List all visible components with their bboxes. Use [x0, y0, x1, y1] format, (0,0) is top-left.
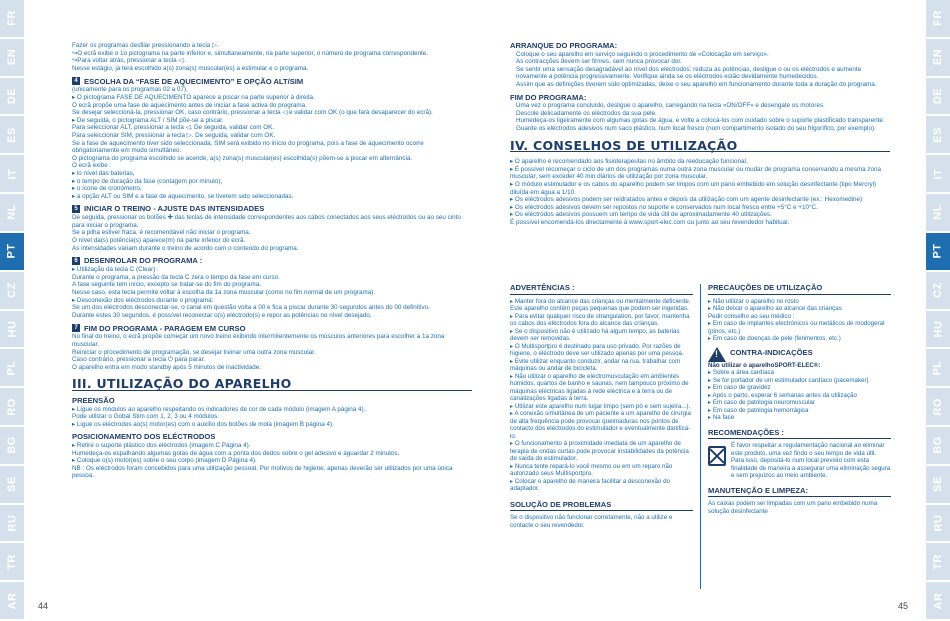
text-line: Assim que as definições tiverem sido optimizadas, deixe o seu aparelho em funcionamento durante toda a duração do programa. [516, 80, 877, 88]
language-tab-label: PT [6, 243, 18, 259]
text-line: ▸ É possível recomeçar o ciclo de um dos programas numa outra zona muscular ou mudar de programa conservando a mesma zona muscular, sem exceder 40 min diários de utilização por zona muscular. [510, 165, 882, 181]
text-line: ▸ Evite utilizar enquanto conduzir, andar na rua, trabalhar com máquinas ou andar de bicicleta. [510, 357, 681, 372]
contra-indicacoes-header [708, 347, 891, 362]
posicionamento-heading: POSICIONAMENTO DOS ELÉCTRODOS [72, 432, 216, 442]
text-line: No final do treino, o ecrã propõe começar um novo treino exibindo intermitentemente os músculos anteriores para escolher a 1a zona muscular. [72, 333, 445, 348]
text-line: As intensidades variam durante o treino de acordo com o conteúdo do programa. [72, 244, 299, 252]
text-line: ▸ Retire o suporte plástico dos eléctrodos (imagem C Página 4). [72, 441, 251, 449]
text-line: ▸ Os eléctrodos adesivos devem ser repostos no suporte e conservados num local fresco entre +5°C e +10°C. [510, 203, 818, 211]
contra-subtitle: Não utilizar o aparelhoSPORT-ELEC®: [708, 361, 821, 369]
language-tab-label: DE [932, 87, 944, 105]
text-line: ▸ o tempo de duração da fase (contagem por minuto), [72, 177, 223, 185]
text-line: ▸ O funcionamento à proximidade imediata de um aparelho de terapia de ondas curtas pode provocar instabilidades da potência de saída do estimulador. [510, 440, 689, 462]
text-line: ▸ a opção ALT ou SIM e a fase de aquecimento, se tiverem sido seleccionadas. [72, 192, 294, 200]
solucao-body [510, 514, 693, 529]
step-4-number: 4 [72, 77, 80, 85]
text-line: ▸ Em caso de gravidez [708, 384, 771, 391]
text-line: Durante estes 30 segundos, é possível reconectar o(s) eléctrodo(s) e repor as potências no nível desejado. [72, 311, 372, 319]
language-tab-label: NL [931, 204, 944, 221]
step-7-title: FIM DO PROGRAMA - PARAGEM EM CURSO [84, 323, 246, 333]
step-6-heading [72, 257, 472, 265]
warning-icon [708, 347, 726, 362]
right-language-tab-de[interactable] [926, 78, 950, 115]
language-tab-label: HU [5, 320, 18, 338]
step-6-title: DESENROLAR DO PROGRAMA : [84, 256, 203, 266]
left-language-tab-ro[interactable] [0, 388, 24, 425]
language-tab-label: FR [931, 10, 944, 27]
recomendacoes-row [708, 442, 891, 480]
fim-body [510, 102, 890, 132]
text-line: É possível encomendá-los directamente à www.sport-elec.com ou junto ao seu revendedor habitual. [510, 218, 790, 226]
text-line: ▸ Não utilizar o aparelho de electromusculação em ambientes húmidos, quartos de banho e saunas, nem tampouco próximo de máquinas eléctricas ligadas à rede eléctrica e à terra ou de canalizações ligadas à terra. [510, 372, 689, 402]
right-language-tab-cz[interactable] [926, 272, 950, 309]
advertencias-heading: ADVERTÊNCIAS : [510, 284, 693, 295]
text-line: ▸ Não deixar o aparelho ao alcance das crianças [708, 305, 842, 312]
column-divider [700, 284, 701, 589]
text-line: Se desejar seleccioná-la, pressionar OK, caso contrário, pressionar a tecla ◁ e validar com OK (o que fará desaparecer do ecrã). [72, 109, 433, 117]
left-language-tabs [0, 0, 24, 621]
text-line: ▸ Ligue os eléctrodos ao(s) motor(es) com o auxílio dos botões de mola (imagem B página 4). [72, 420, 334, 428]
step-4-body [72, 86, 472, 200]
section-3-heading: III. UTILIZAÇÃO DO APARELHO [72, 380, 472, 391]
text-line: Para seleccionar ALT, pressionar a tecla ◁. De seguida, validar com OK. [72, 124, 275, 132]
language-tab-label: ES [932, 127, 944, 143]
language-tab-label: CZ [5, 282, 18, 298]
text-line: NB : Os eléctrodos foram concebidos para uma utilização pessoal. Por motivos de higiene, apenas deverão ser utilizados por uma única pessoa. [72, 464, 453, 480]
text-line: Pedir conselho ao seu médico : [708, 312, 795, 320]
language-tab-label: TR [931, 553, 944, 570]
text-line: ▸ Desconexão dos eléctrodos durante o programa: [72, 296, 214, 304]
right-language-tab-nl[interactable] [926, 194, 950, 231]
text-line: Pode utilizar o Gobal Stim com 1, 2, 3 ou 4 módulos. [72, 413, 220, 421]
step-5-number: 5 [72, 205, 80, 213]
language-tab-label: RO [6, 397, 18, 416]
arranque-heading: ARRANQUE DO PROGRAMA: [510, 41, 618, 50]
language-tab-label: EN [6, 49, 18, 66]
page-number-left: 44 [38, 601, 49, 611]
left-language-tab-tr[interactable] [0, 543, 24, 580]
text-line: ▸ Manter fora do alcance das crianças ou mentalmente deficiente. Este aparelho contém peças pequenas que podem ser ingeridas. [510, 297, 691, 312]
right-language-tab-fr[interactable] [926, 0, 950, 37]
right-column-right [708, 280, 891, 515]
text-line: Nesse estágio, já terá escolhido a(s) zona(s) muscular(es) a estimular e o programa. [72, 64, 309, 72]
text-line: ▸ O pictograma FASE DE AQUECIMENTO aparece a piscar na parte superior à direita. [72, 93, 315, 101]
text-line: ▸ Nunca tente repará-lo você mesmo ou em um reparo não autorizado seus Multisportpro. [510, 462, 673, 477]
text-line: ▸ Em caso de implantes electrónicos ou metálicos de modogeral (pinos, etc.) [708, 320, 885, 335]
text-line: ▸ lo nível das baterias, [72, 169, 135, 177]
text-line: Guarde os eléctrodos adesivos num saco plástico, num local fresco (num compartimento isolado do seu frigorífico, por exemplo). [516, 124, 876, 132]
manutencao-heading: MANUTENÇÃO E LIMPEZA: [708, 487, 891, 498]
left-column [72, 42, 472, 480]
language-tab-label: ES [6, 127, 18, 143]
text-line: O ecrã exibe : [72, 162, 112, 170]
right-language-tab-tr[interactable] [926, 543, 950, 580]
step-5-heading [72, 205, 472, 213]
right-language-tab-se[interactable] [926, 466, 950, 503]
text-line: O nível da(s) potência(s) aparece(m) na parte inferior do ecrã. [72, 237, 246, 245]
text-line: ▸ Colocar o aparelho de maneira facilitar a desconexão do adaptador. [510, 477, 670, 492]
text-line: ↪Para voltar atrás, pressionar a tecla ◁. [72, 57, 186, 65]
right-language-tab-it[interactable] [926, 155, 950, 192]
recomendacoes-heading: RECOMENDAÇÕES : [708, 429, 891, 440]
left-language-tab-se[interactable] [0, 466, 24, 503]
text-line: As caixas podem ser limpadas com um pano embebido numa solução desinfectante [708, 500, 878, 515]
text-line: ▸ De seguida, o pictograma ALT / SIM põe-se a piscar. [72, 116, 224, 124]
left-language-tab-pl[interactable] [0, 349, 24, 386]
language-tab-label: CZ [931, 282, 944, 298]
page-number-right: 45 [898, 601, 909, 611]
text-line: De seguida, pressionar os botões ✚ das teclas de intensidade correspondentes aos cabos conectados aos seus eléctrodos ou ao seu cinto para iniciar o programa. [72, 214, 461, 229]
text-line: Caso contrário, pressionar a tecla ⏻ para parar. [72, 356, 206, 364]
conselhos-body [510, 158, 890, 226]
manutencao-body [708, 500, 891, 515]
text-line: Humedeça-os ligeiramente com algumas gotas de água, e volte a colocá-los com cuidado sobre o suporte plastificado transparente. [516, 117, 885, 125]
recomendacoes-body [731, 442, 891, 480]
left-language-tab-fr[interactable] [0, 0, 24, 37]
text-line: É favor respeitar a regulamentação nacional ao eliminar este produto, uma vez findo o seu tempo de vida útil. [731, 442, 885, 457]
fim-heading: FIM DO PROGRAMA: [510, 92, 587, 102]
right-language-tab-ro[interactable] [926, 388, 950, 425]
text-line: Se sentir uma sensação desagradável ao nível dos eléctrodos: reduza as potências, desligue o ou os eléctrodos e aumente novamente a potência progressivamente. Verifique ainda se os eléctrodos estão devidamente humedecidos. [516, 65, 862, 81]
left-language-tab-es[interactable] [0, 116, 24, 153]
language-tab-label: IT [932, 168, 944, 180]
right-column-top [510, 42, 890, 226]
text-line: ▸ Ligue os módulos ao aparelho respeitando os indicadores de cor de cada módulo (imagem A página 4). [72, 405, 366, 413]
step-7-heading [72, 324, 472, 332]
text-line: ▸ O aparelho é recomendado aos fisioterapeutas no âmbito da reeducação funcional. [510, 158, 748, 166]
text-line: ▸ Os eléctrodos adesivos podem ser reidratados antes e depois da utilização com um agente desinfectante (ex.: Hexomedine) [510, 196, 863, 204]
language-tab-label: BG [6, 436, 18, 455]
text-line: ▸ O módulo estimulador e os cabos do aparelho podem ser limpos com um pano embebido em solução desinfectante (tipo Mercryl) diluída em água a 1/10. [510, 180, 877, 196]
language-tab-label: PL [932, 360, 944, 376]
language-tab-label: AR [931, 592, 944, 610]
text-line: Para isso, depositá-lo num local previsto com esta finalidade de maneira a assegurar uma eliminação segura e sem prejuízos ao meio ambiente. [731, 457, 891, 479]
right-language-tabs [926, 0, 950, 621]
language-tab-label: RO [932, 397, 944, 416]
right-language-tab-pt[interactable] [926, 233, 950, 270]
language-tab-label: EN [932, 49, 944, 66]
left-language-tab-nl[interactable] [0, 194, 24, 231]
language-tab-label: AR [5, 592, 18, 610]
step-7-body [72, 333, 472, 371]
text-line: As contracções devem ser firmes, sem nunca provocar dor. [516, 58, 682, 66]
left-language-tab-de[interactable] [0, 78, 24, 115]
step-5-body [72, 214, 472, 252]
solucao-heading: SOLUÇÃO DE PROBLEMAS [510, 501, 693, 512]
step-5-title: INICIAR O TREINO - AJUSTE DAS INTENSIDADES [84, 204, 265, 214]
section-4-heading: IV. CONSELHOS DE UTILIZAÇÃO [510, 142, 890, 153]
left-language-tab-pt[interactable] [0, 233, 24, 270]
preensao-heading: PREENSÃO [72, 395, 115, 405]
text-line: Se a fase de aquecimento tiver sido seleccionada, SIM será exibido no início do programa, pois a fase de aquecimento ocorre obrigatoriamente em modo simultâneo. [72, 139, 424, 155]
precaucoes-heading: PRECAUÇÕES DE UTILIZAÇÃO [708, 284, 891, 295]
contra-body [708, 369, 891, 422]
language-tab-label: BG [932, 436, 944, 455]
text-line: O ecrã propõe uma fase de aquecimento antes de iniciar a fase activa do programa. [72, 101, 307, 109]
text-line: Descole delicadamente os eléctrodos da sua pele. [516, 109, 657, 117]
text-line: ▸ Não utilizar o aparelho no rosto [708, 297, 799, 305]
right-language-tab-pl[interactable] [926, 349, 950, 386]
text-line: Coloque o seu aparelho em serviço seguindo o procedimento de «Colocação em serviço». [516, 50, 769, 58]
text-line: ▸ Sobre a área cardíaca [708, 369, 775, 376]
intro-text [72, 42, 472, 72]
text-line: ▸ Os eléctrodos adesivos possuem um tempo de vida útil de aproximadamente 40 utilizações. [510, 211, 772, 219]
text-line: ▸ A conexão simultânea de um paciente a um aparelho de cirurgia de alta frequência pode provocar queimaduras nos pontos de contacto dos eléctrodos do estimulador e eventualmente danificá-lo. [510, 410, 691, 440]
text-line: ▸ Utilizar este aparelho num lugar limpo (sem pó e sem sujeira...). [510, 402, 691, 410]
left-language-tab-hu[interactable] [0, 311, 24, 348]
text-line: Se a pilha estiver fraca, é recomendável não iniciar o programa. [72, 229, 251, 237]
arranque-body [510, 51, 890, 89]
language-tab-label: PT [932, 243, 944, 259]
language-tab-label: PL [6, 360, 18, 376]
text-line: ▸ o ícone de cronómetro, [72, 185, 142, 193]
text-line: ▸ Coloque o(s) motor(es) sobre o seu corpo (imagem D Página 4). [72, 457, 257, 465]
text-line: (unicamente para os programas 02 a 07). [72, 86, 188, 94]
text-line: ▸ Após o parto, esperar 6 semanas antes da utilização [708, 391, 857, 399]
left-language-tab-en[interactable] [0, 39, 24, 76]
language-tab-label: HU [931, 320, 944, 338]
text-line: Se um dos eléctrodos desconectar-se, o canal em questão volta a 00 e fica a piscar durante 30 segundos antes do 00 definitivo. [72, 304, 430, 312]
text-line: Nesse caso, esta tecla permite voltar à escolha da 1a zona muscular (como no fim normal de um programa). [72, 289, 376, 297]
step-4-heading [72, 77, 472, 85]
recycle-bin-icon [708, 446, 726, 466]
text-line: ▸ Em caso de patologia hemorrágica [708, 406, 809, 414]
left-language-tab-ru[interactable] [0, 505, 24, 542]
left-language-tab-cz[interactable] [0, 272, 24, 309]
text-line: Humedeça-os espalhando algumas gotas de água com a ponta dos dedos sobre o gel adesivo e aguardar 2 minutos. [72, 449, 400, 457]
language-tab-label: IT [6, 168, 18, 180]
precaucoes-body [708, 298, 891, 343]
advertencias-body [510, 298, 693, 493]
text-line: O aparelho entra em modo standby após 5 minutos de inactividade. [72, 363, 262, 371]
language-tab-label: RU [5, 514, 18, 532]
right-language-tab-bg[interactable] [926, 427, 950, 464]
text-line: Fazer os programas desfilar pressionando a tecla ▷. [72, 42, 219, 49]
text-line: ▸ Na face [708, 414, 735, 421]
language-tab-label: SE [6, 476, 18, 492]
preensao-body [72, 406, 472, 429]
text-line: ↪O ecrã exibe o 1o pictograma na parte inferior e, simultaneamente, na parte superior, o número de programa correspondente. [72, 49, 429, 57]
right-language-tab-ru[interactable] [926, 505, 950, 542]
text-line: O pictograma do programa escolhido se acende, a(s) zona(s) muscular(es) escolhida(s) põem-se a piscar em alternância. [72, 154, 413, 162]
language-tab-label: SE [932, 476, 944, 492]
text-line: ▸ Utilização da tecla C (Clear) : [72, 266, 159, 274]
text-line: Para seleccionar SIM, pressionar a tecla ▷. De seguida, validar com OK. [72, 131, 276, 139]
contra-heading: CONTRA-INDICAÇÕES [730, 348, 813, 358]
left-language-tab-it[interactable] [0, 155, 24, 192]
left-language-tab-ar[interactable] [0, 582, 24, 619]
language-tab-label: FR [5, 10, 18, 27]
text-line: ▸ Para evitar qualquer risco de strangulation, por favor, mantenha os cabos dos eléctrodos fora do alcance das crianças. [510, 312, 690, 327]
text-line: ▸ Em caso de doenças de pele (ferimentos, etc.) [708, 335, 841, 342]
left-language-tab-bg[interactable] [0, 427, 24, 464]
language-tab-label: NL [5, 204, 18, 221]
text-line: ▸ Em caso de patologia neuromuscular [708, 399, 815, 406]
right-language-tab-es[interactable] [926, 116, 950, 153]
step-6-number: 6 [72, 257, 80, 265]
right-language-tab-hu[interactable] [926, 311, 950, 348]
text-line: Se o dispositivo não funcionar corretamente, não a utilize e contacte o seu revendedor. [510, 514, 673, 529]
language-tab-label: TR [5, 553, 18, 570]
text-line: Durante o programa, a pressão da tecla C zera o tempo da fase em curso. [72, 273, 280, 281]
text-line: Reiniciar o procedimento de programação, se desejar treinar uma outra zona muscular. [72, 348, 316, 356]
right-column-left [510, 280, 693, 529]
right-language-tab-ar[interactable] [926, 582, 950, 619]
text-line: ▸ Se o dispositivo não é utilizado há algum tempo, as baterias devem ser removidas. [510, 327, 680, 342]
step-7-number: 7 [72, 324, 80, 332]
step-4-title: ESCOLHA DA “FASE DE AQUECIMENTO” E OPÇÃO ALT/SIM [84, 76, 304, 86]
text-line: Uma vez o programa concluído, desligue o aparelho, carregando na tecla «ON/OFF» e desengate os motores. [516, 102, 825, 110]
step-6-body [72, 266, 472, 319]
language-tab-label: RU [931, 514, 944, 532]
text-line: ▸ O Multisportpro é destinado para uso privado. Por razões de higiene, o eléctrodo deve ser utilizado apenas por uma pessoa. [510, 342, 684, 357]
text-line: A fase seguinte tem início, excepto se tratar-se do fim do programa. [72, 281, 262, 289]
language-tab-label: DE [6, 87, 18, 105]
posicionamento-body [72, 442, 472, 480]
right-language-tab-en[interactable] [926, 39, 950, 76]
text-line: ▸ Se for portador de um estimulador cardíaco (pacemaker) [708, 376, 869, 384]
